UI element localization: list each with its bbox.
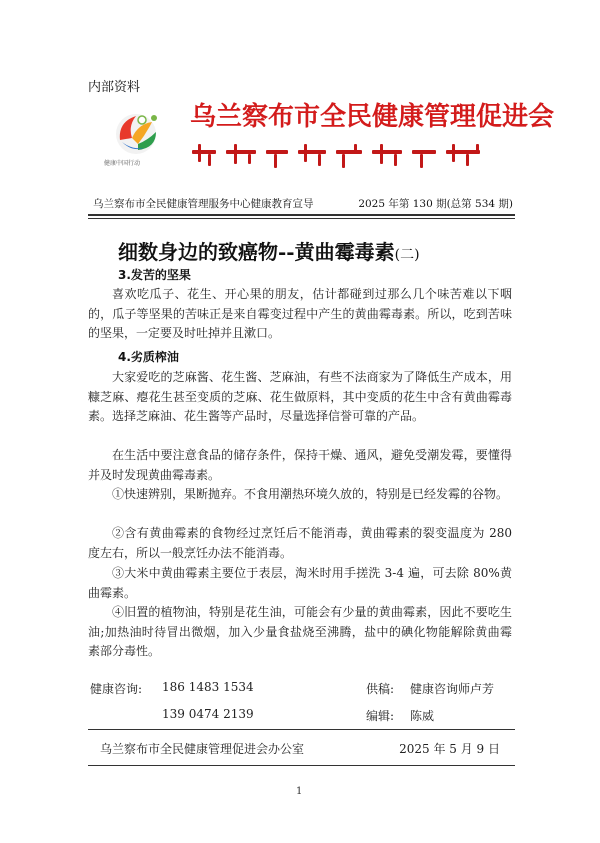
header-divider xyxy=(88,214,515,216)
paragraph: ②含有黄曲霉素的食物经过烹饪后不能消毒，黄曲霉素的裂变温度为 280 度左右，所以一般烹饪办法不能消毒。 xyxy=(88,526,512,560)
page-number: 1 xyxy=(296,786,303,797)
paragraph: 在生活中要注意食品的储存条件，保持干燥、通风，避免受潮发霉，要懂得并及时发现黄曲霉毒素。 xyxy=(88,448,512,482)
section-heading-bitter-nuts: 3.发苦的坚果 xyxy=(118,268,191,282)
logo-emblem-icon xyxy=(108,104,170,160)
paragraph: ④旧置的植物油，特别是花生油，可能会有少量的黄曲霉素，因此不要吃生油;加热油时待冒出微烟，加入少量食盐烧至沸腾，盐中的碘化物能解除黄曲霉素部分毒性。 xyxy=(88,605,512,658)
editor-label: 编辑: xyxy=(366,709,395,723)
internal-material-label: 内部资料 xyxy=(88,80,141,95)
paragraph: ①快速辨别，果断抛弃。不食用潮热环境久放的，特别是已经发霉的谷物。 xyxy=(112,487,509,501)
paragraph: 喜欢吃瓜子、花生、开心果的朋友，估计都碰到过那么几个味苦难以下咽的，瓜子等坚果的苦味正是来自霉变过程中产生的黄曲霉毒素。所以，吃到苦味的坚果，一定要及时吐掉并且漱口。 xyxy=(88,287,512,340)
footer-divider-bottom xyxy=(88,765,515,766)
mongolian-script-title xyxy=(190,140,490,176)
paragraph: ③大米中黄曲霉素主要位于表层，淘米时用手搓洗 3-4 遍，可去除 80%黄曲霉素。 xyxy=(88,566,512,600)
article-title xyxy=(118,236,420,265)
footer-office: 乌兰察布市全民健康管理促进会办公室 xyxy=(100,742,305,756)
issue-line xyxy=(93,196,513,211)
header-divider-thin xyxy=(88,218,515,219)
article-title-text: 细数身边的致癌物--黄曲霉毒素 xyxy=(118,240,395,264)
footer-divider-top xyxy=(88,729,515,730)
contact-phone-2: 139 0474 2139 xyxy=(162,707,254,721)
contact-phone-1: 186 1483 1534 xyxy=(162,680,254,694)
issue-number: 2025 年第 130 期(总第 534 期) xyxy=(358,198,513,210)
logo-caption: 健康中国行动 xyxy=(104,160,141,167)
organization-title: 乌兰察布市全民健康管理促进会 xyxy=(190,102,555,132)
footer-date: 2025 年 5 月 9 日 xyxy=(399,742,500,756)
paragraph: 大家爱吃的芝麻酱、花生酱、芝麻油，有些不法商家为了降低生产成本，用糠芝麻、瘪花生甚至变质的芝麻、花生做原料，其中变质的花生中含有黄曲霉毒素。选择芝麻油、花生酱等产品时，尽量选择信誉可靠的产品。 xyxy=(88,370,512,423)
editor-name: 陈威 xyxy=(410,709,435,723)
issue-publisher: 乌兰察布市全民健康管理服务中心健康教育宣导 xyxy=(93,198,314,210)
author-label: 供稿: xyxy=(366,682,395,696)
article-title-suffix: (二) xyxy=(394,247,420,263)
section-heading-inferior-oil: 4.劣质榨油 xyxy=(118,350,179,364)
contact-label: 健康咨询: xyxy=(90,682,143,696)
footer xyxy=(100,740,500,757)
author-name: 健康咨询师卢芳 xyxy=(410,682,495,696)
